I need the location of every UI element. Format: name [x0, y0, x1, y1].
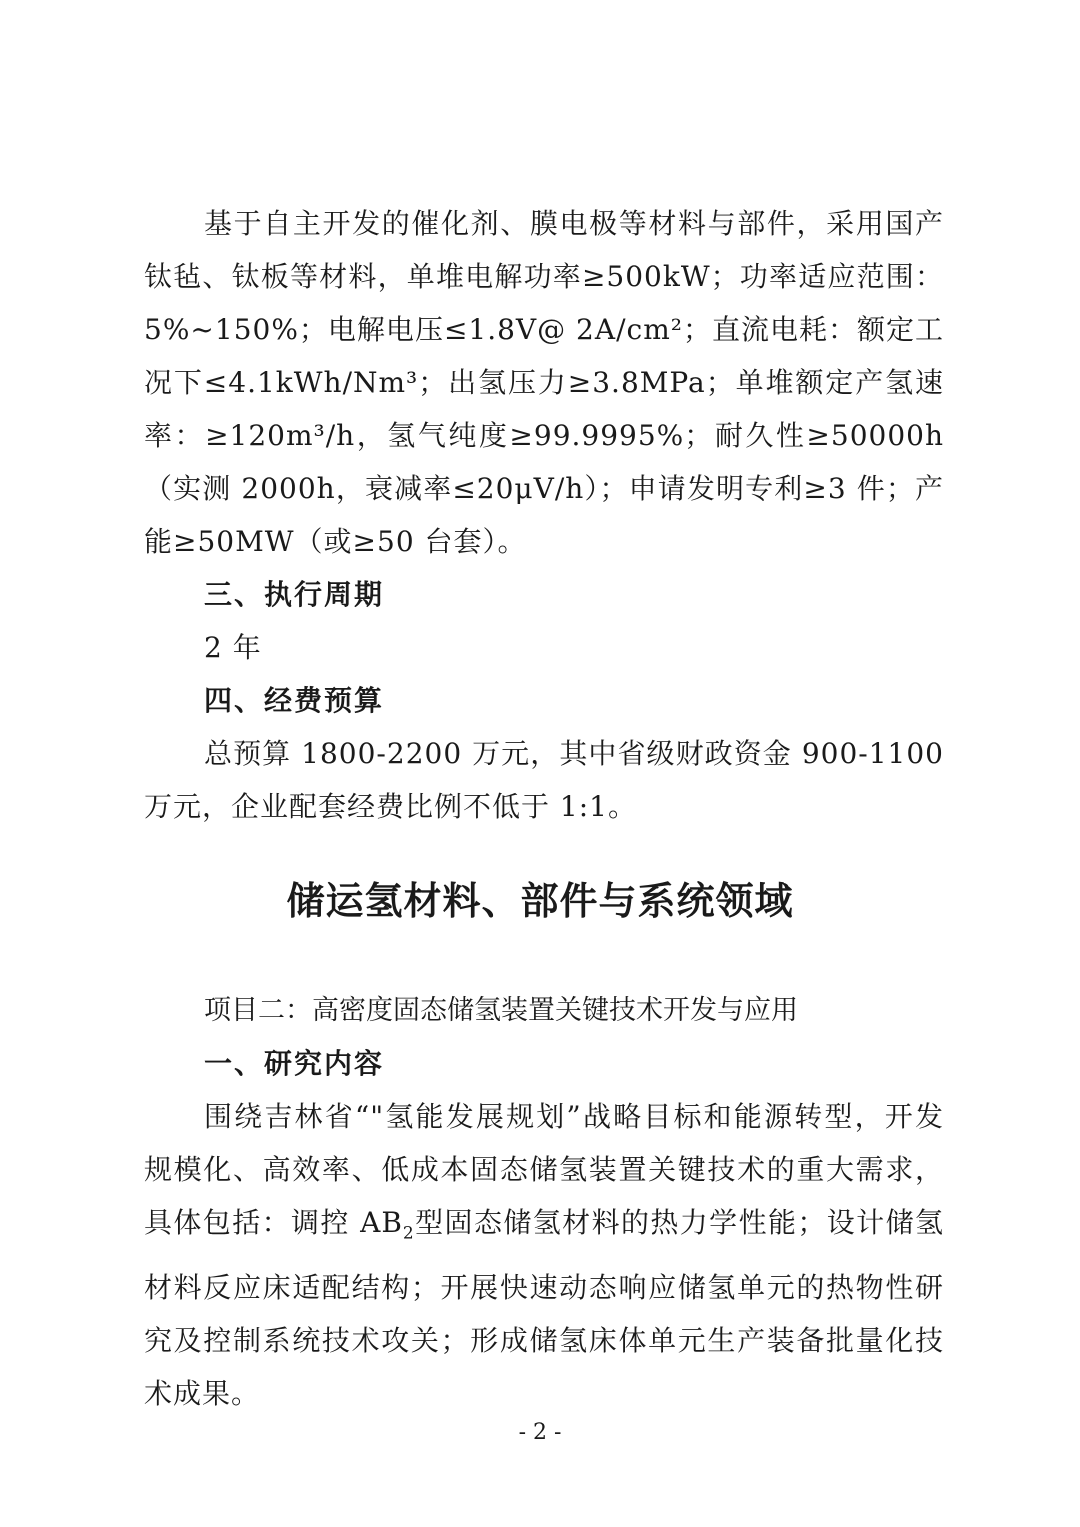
execution-period-heading: 三、执行周期	[204, 578, 385, 611]
research-paragraph	[144, 1090, 944, 1420]
research-text-part1: 围绕吉林省“"氢能发展规划”战略目标和能源转型，开发规模化、高效率、低成本固态储氢装置关键技术的重大需求，具体包括：调控 AB	[144, 1100, 944, 1239]
project-content	[144, 984, 944, 1420]
research-text-part2: 型固态储氢材料的热力学性能；设计储氢材料反应床适配结构；开展快速动态响应储氢单元的热物性研究及控制系统技术攻关；形成储氢床体单元生产装备批量化技术成果。	[144, 1206, 944, 1410]
budget-paragraph: 总预算 1800-2200 万元，其中省级财政资金 900-1100 万元，企业配套经费比例不低于 1:1。	[144, 737, 944, 823]
section-title: 储运氢材料、部件与系统领域	[286, 879, 794, 923]
project-title: 项目二：高密度固态储氢装置关键技术开发与应用	[204, 995, 798, 1026]
execution-period-value: 2 年	[204, 631, 262, 664]
budget-heading: 四、经费预算	[204, 684, 385, 717]
upper-content	[144, 197, 944, 833]
page-number: - 2 -	[518, 1420, 562, 1445]
research-subscript: 2	[402, 1223, 415, 1244]
specs-paragraph: 基于自主开发的催化剂、膜电极等材料与部件，采用国产钛毡、钛板等材料，单堆电解功率≥500kW；功率适应范围：5%~150%；电解电压≤1.8V@ 2A/cm²；直流电耗：额定工况下≤4.1kWh/Nm³；出氢压力≥3.8MPa；单堆额定产氢速率：≥120m³/h，氢气纯度≥99.9995%；耐久性≥50000h（实测 2000h，衰减率≤20μV/h）；申请发明专利≥3 件；产能≥50MW（或≥50 台套）。	[144, 207, 944, 558]
research-heading: 一、研究内容	[204, 1047, 385, 1080]
